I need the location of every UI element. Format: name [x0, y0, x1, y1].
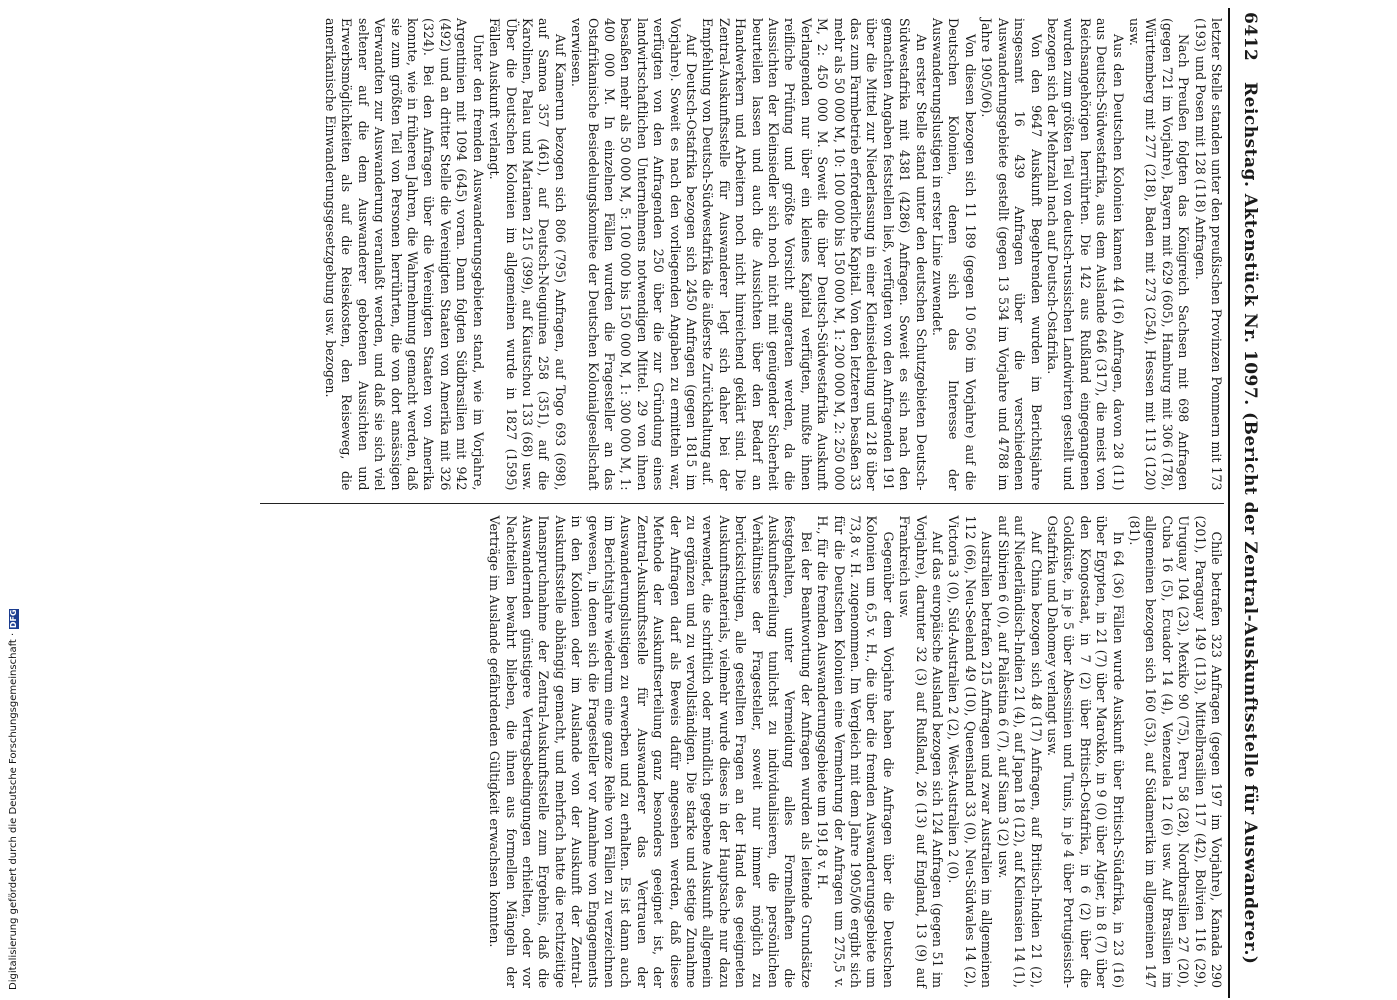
page-number: 6412 [1240, 12, 1260, 62]
paragraph: Nach Preußen folgten das Königreich Sachsen mit 698 Anfragen (gegen 721 im Vorjahre), Bayern mit 629 (605), Hamburg mit 306 (178), Württemberg mit 277 (218), Baden mit 273 (254), Hessen mit 113 (120) usw. [1126, 18, 1192, 491]
document-page [260, 8, 1270, 998]
paragraph: letzter Stelle standen unter den preußischen Provinzen Pommern mit 173 (193) und Posen mit 128 (118) Anfragen. [1192, 18, 1224, 491]
paragraph: Auf China bezogen sich 48 (17) Anfragen, auf Britisch-Indien 21 (2), auf Niederländisch-Indien 21 (4), auf Japan 18 (12), auf Kleinasien 14 (1), auf Sibirien 6 (0), auf Palästina 6 (7), auf Siam 3 (2) usw. [995, 515, 1044, 988]
paragraph: Auf Deutsch-Ostafrika bezogen sich 2450 Anfragen (gegen 1815 im Vorjahre). Soweit es nach den vorliegenden Angaben zu ermitteln war, verfügten von den Anfragenden 250 über die zur Gründung eines landwirtschaftlichen Unternehmens notwendigen Mittel. 29 von ihnen besaßen mehr als 50 000 M, 5: 100 000 bis 150 000 M, 1: 300 000 M, 1: 400 000 M. In einzelnen Fällen wurden die Fragesteller an das Ostafrikanische Besiedelungskomitee der Deutschen Kolonialgesellschaft verwiesen. [569, 18, 699, 491]
text-column-left [260, 8, 1224, 501]
paragraph: Auf das europäische Ausland bezogen sich 124 Anfragen (gegen 51 im Vorjahre), darunter 32 (3) auf Rußland, 26 (13) auf England, 13 (9) auf Frankreich usw. [897, 515, 946, 988]
dfg-logo-icon: DFG [8, 609, 18, 629]
paragraph: Von den 9647 Auskunft Begehrenden wurden im Berichtsjahre insgesamt 16 439 Anfragen über die verschiedenen Auswanderungsgebiete gestellt (gegen 13 534 im Vorjahre und 4788 im Jahre 1905/06). [979, 18, 1044, 491]
paragraph: Aus den Deutschen Kolonien kamen 44 (16) Anfragen, davon 28 (11) aus Deutsch-Südwestafrika, aus dem Auslande 646 (317), die meist von Reichsangehörigen herrührten. Die 142 aus Rußland eingegangenen wurden zum größten Teil von deutsch-russischen Landwirten gestellt und bezogen sich der Mehrzahl nach auf Deutsch-Ostafrika. [1044, 18, 1126, 491]
paragraph: An erster Stelle stand unter den deutschen Schutzgebieten Deutsch-Südwestafrika mit 4381 (4286) Anfragen. Soweit es sich nach den gemachten Angaben feststellen ließ, verfügten von den Anfragenden 191 über die Mittel zur Niederlassung in einer Kleinsiedelung und 218 über das zum Farmbetrieb erforderliche Kapital. Von den letzteren besaßen 33 mehr als 50 000 M, 10: 100 000 bis 150 000 M, 1: 200 000 M, 2: 250 000 M, 2: 450 000 M. Soweit die über Deutsch-Südwestafrika Auskunft Verlangenden nur über ein kleines Kapital verfügten, mußte ihnen reifliche Prüfung und größte Vorsicht angeraten werden, da die Aussichten der Kleinsiedler sich noch nicht mit genügender Sicherheit beurteilen lassen und auch die Aussichten über den Bedarf an Handwerkern und Arbeitern noch nicht hinreichend geklärt sind. Die Zentral-Auskunftsstelle für Auswanderer legt sich daher bei der Empfehlung von Deutsch-Südwestafrika die äußerste Zurückhaltung auf. [700, 18, 929, 491]
credit-text: Digitalisierung gefördert durch die Deutsche Forschungsgemeinschaft · [8, 632, 19, 990]
paragraph: Australien betrafen 215 Anfragen und zwar Australien im allgemeinen 112 (66), Neu-Seeland 49 (10), Queensland 33 (0), Neu-Südwales 14 (2), Victoria 3 (0), Süd-Australien 2 (2), West-Australien 2 (0). [946, 515, 995, 988]
paragraph: Auf Kamerun bezogen sich 806 (795) Anfragen, auf Togo 693 (698), auf Samoa 357 (461), auf Deutsch-Neuguinea 258 (351), auf die Karolinen, Palau und Marianen 215 (399), auf Kiautschou 133 (68) usw. Über die Deutschen Kolonien im allgemeinen wurde in 1827 (1595) Fällen Auskunft verlangt. [487, 18, 568, 491]
paragraph: Chile betrafen 323 Anfragen (gegen 197 im Vorjahre), Kanada 290 (201), Paraguay 149 (113), Mittelbrasilien 117 (42), Bolivien 116 (29), Uruguay 104 (23), Mexiko 90 (75), Peru 58 (28), Nordbrasilien 27 (20), Cuba 16 (5), Ecuador 14 (4), Venezuela 12 (6) usw. Auf Brasilien im allgemeinen bezogen sich 160 (53), auf Südamerika im allgemeinen 147 (81). [1126, 515, 1224, 988]
digitization-credit [8, 609, 19, 990]
page-title: Reichstag. Aktenstück Nr. 1097. (Bericht der Zentral-Auskunftsstelle für Auswanderer.) [1240, 82, 1260, 965]
paragraph: Unter den fremden Auswanderungsgebieten stand, wie im Vorjahre, Argentinien mit 1094 (645) voran. Dann folgten Südbrasilien mit 942 (492) und an dritter Stelle die Vereinigten Staaten von Amerika mit 326 (324). Bei den Anfragen über die Vereinigten Staaten von Amerika konnte, wie in früheren Jahren, die Wahrnehmung gemacht werden, daß sie zum größten Teil von Personen herrührten, die von dort ansässigen Verwandten zur Auswanderung veranlaßt werden, und daß sie sich viel seltener auf die dem Auswanderer gebotenen Aussichten und Erwerbsmöglichkeiten als auf die Reisekosten, den Reiseweg, die amerikanische Einwanderungsgesetzgebung usw. bezogen. [323, 18, 486, 491]
paragraph: Von diesen bezogen sich 11 189 (gegen 10 506 im Vorjahre) auf die Deutschen Kolonien, denen sich das Interesse der Auswanderungslustigen in erster Linie zuwendet. [930, 18, 978, 491]
paragraph: In 64 (36) Fällen wurde Auskunft über Britisch-Südafrika, in 23 (16) über Egypten, in 21 (7) über Marokko, in 9 (0) über Algier, in 8 (7) über den Kongostaat, in 7 (2) über Britisch-Ostafrika, in 6 (2) über die Goldküste, in je 5 über Abessinien und Tunis, in je 4 über Portugiesisch-Ostafrika und Dahomey verlangt usw. [1044, 515, 1126, 988]
column-divider [260, 503, 1224, 504]
paragraph: Bei der Beantwortung der Anfragen wurden als leitende Grundsätze festgehalten, unter Vermeidung alles Formelhaften die Auskunftserteilung tunlichst zu individualisieren, die persönlichen Verhältnisse der Fragesteller, soweit nur immer möglich zu berücksichtigen, alle gestellten Fragen an der Hand des geeigneten Auskunftsmaterials, vielmehr wurde dieses in der Hauptsache nur dazu verwendet, die schriftlich oder mündlich gegebene Auskunft allgemein zu ergänzen und zu vervollständigen. Die starke und stetige Zunahme der Anfragen darf als Beweis dafür angesehen werden, daß diese Methode der Auskunftserteilung ganz besonders geeignet ist, der Zentral-Auskunftsstelle für Auswanderer das Vertrauen der Auswanderungslustigen zu erwerben und zu erhalten. Es ist dann auch im Berichtsjahre wiederum eine ganze Reihe von Fällen zu verzeichnen gewesen, in denen sich die Fragesteller vor Annahme von Engagements in den Kolonien oder im Auslande von der Auskunft der Zentral-Auskunftsstelle abhängig gemacht, und mehrfach hatte die rechtzeitige Inanspruchnahme der Zentral-Auskunftsstelle zum Ergebnis, daß die Auswandernden günstigere Vertragsbedingungen erhielten, oder vor Nachteilen bewahrt blieben, die ihnen aus formellen Mängeln der Verträge im Auslande gefährdenden Gültigkeit erwachsen konnten. [487, 515, 814, 988]
text-columns [260, 8, 1224, 998]
page-header [1228, 8, 1270, 998]
text-column-right [260, 506, 1224, 999]
paragraph: Gegenüber dem Vorjahre haben die Anfragen über die Deutschen Kolonien um 6,5 v. H., die über die fremden Auswanderungsgebiete um 73,8 v. H. zugenommen. Im Vergleich mit dem Jahre 1905/06 ergibt sich für die Deutschen Kolonien eine Vermehrung der Anfragen um 275,5 v. H., für die fremden Auswanderungsgebiete um 191,8 v. H. [815, 515, 896, 988]
